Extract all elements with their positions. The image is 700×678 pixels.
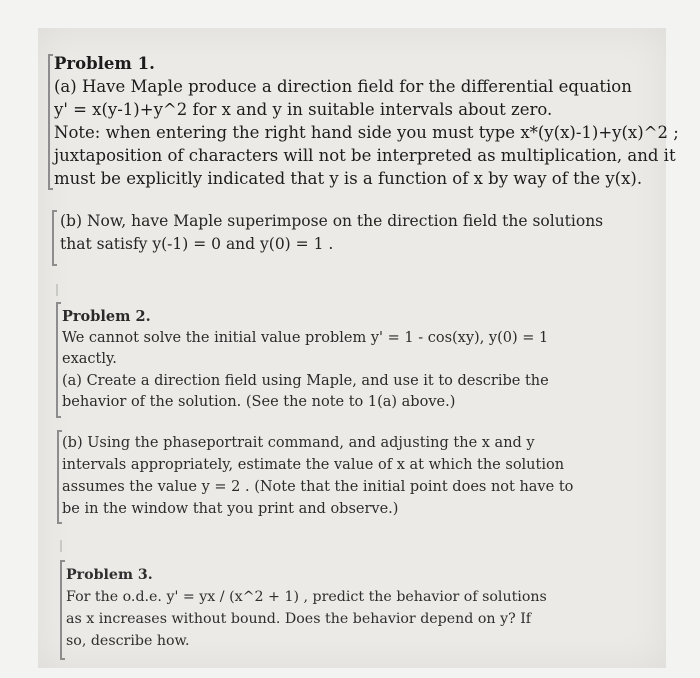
problem-3-line: For the o.d.e. y' = yx / (x^2 + 1) , predict the behavior of solutions <box>66 589 547 605</box>
group-bracket-p2a <box>56 302 58 418</box>
problem-1-line: y' = x(y-1)+y^2 for x and y in suitable intervals about zero. <box>54 100 553 119</box>
section-marker-2 <box>56 284 58 296</box>
problem-1b-line: that satisfy y(-1) = 0 and y(0) = 1 . <box>60 235 334 253</box>
problem-1-block <box>54 52 679 190</box>
section-marker-3 <box>60 540 62 552</box>
problem-2-block <box>62 306 549 414</box>
problem-2b-line: be in the window that you print and observe.) <box>62 501 399 517</box>
group-bracket-p1a <box>48 54 50 190</box>
problem-2b-line: intervals appropriately, estimate the value of x at which the solution <box>62 457 565 473</box>
group-bracket-p2a-top <box>56 302 61 304</box>
problem-2-line: behavior of the solution. (See the note to 1(a) above.) <box>62 394 456 410</box>
group-bracket-p3-bottom <box>60 658 65 660</box>
problem-1b-block <box>60 210 603 256</box>
group-bracket-p3-top <box>60 560 65 562</box>
group-bracket-p1b-bottom <box>52 264 57 266</box>
problem-1b-line: (b) Now, have Maple superimpose on the direction field the solutions <box>60 212 604 230</box>
problem-3-block <box>66 564 547 652</box>
problem-2-title: Problem 2. <box>62 308 151 325</box>
problem-1-line: juxtaposition of characters will not be interpreted as multiplication, and it <box>54 146 676 165</box>
group-bracket-p1a-top <box>48 54 53 56</box>
problem-1-line: must be explicitly indicated that y is a function of x by way of the y(x). <box>54 169 643 188</box>
group-bracket-p3 <box>60 560 62 660</box>
group-bracket-p2b <box>57 430 59 524</box>
group-bracket-p2b-bottom <box>57 522 62 524</box>
problem-1-line: (a) Have Maple produce a direction field for the differential equation <box>54 77 632 96</box>
problem-3-title: Problem 3. <box>66 567 153 583</box>
problem-2-line: (a) Create a direction field using Maple, and use it to describe the <box>62 372 549 389</box>
group-bracket-p1b-top <box>52 210 57 212</box>
problem-3-line: as x increases without bound. Does the behavior depend on y? If <box>66 611 532 627</box>
problem-3-line: so, describe how. <box>66 633 190 649</box>
problem-2-line: We cannot solve the initial value problem y' = 1 - cos(xy), y(0) = 1 <box>62 329 549 346</box>
group-bracket-p1b <box>52 210 54 266</box>
problem-1-title: Problem 1. <box>54 54 155 73</box>
problem-2b-line: assumes the value y = 2 . (Note that the initial point does not have to <box>62 479 574 495</box>
problem-2-line: exactly. <box>62 351 117 367</box>
problem-1-line: Note: when entering the right hand side you must type x*(y(x)-1)+y(x)^2 ; <box>54 123 679 142</box>
problem-2b-line: (b) Using the phaseportrait command, and adjusting the x and y <box>62 435 535 451</box>
problem-2b-block <box>62 432 573 520</box>
group-bracket-p1a-bottom <box>48 188 53 190</box>
group-bracket-p2a-bottom <box>56 416 61 418</box>
